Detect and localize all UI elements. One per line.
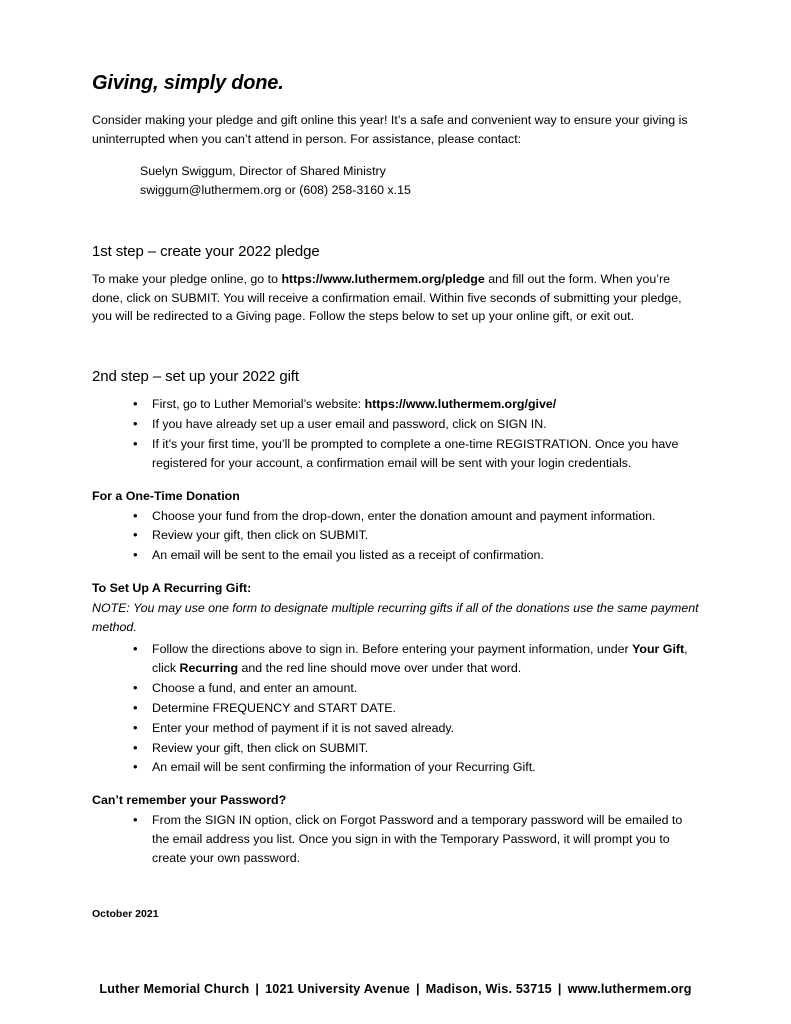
- step1-paragraph: [92, 270, 699, 327]
- list-item: • Review your gift, then click on SUBMIT.: [152, 526, 699, 545]
- bullet-text: Follow the directions above to sign in. Before entering your payment information, under: [152, 642, 633, 657]
- step1-text-after-link: and fill out the form. When you’re done, click on SUBMIT. You will receive a confirmation email. Within five seconds of submitting your pledge, you will be redirected to a Giving page. Follow the steps below to set up your online gift, or exit out.: [92, 271, 682, 324]
- page-footer: [0, 982, 791, 996]
- password-bullet-list: [92, 811, 699, 868]
- list-item: • Choose your fund from the drop-down, enter the donation amount and payment information.: [152, 507, 699, 526]
- contact-name-role: Suelyn Swiggum, Director of Shared Ministry: [140, 164, 386, 179]
- footer-address: 1021 University Avenue: [265, 982, 410, 996]
- list-item: [152, 640, 699, 678]
- bullet-text: If it’s your first time, you’ll be prompted to complete a one-time REGISTRATION. Once you have registered for your account, a confirmation email will be sent with your login credentials.: [152, 436, 679, 470]
- list-item: • Enter your method of payment if it is not saved already.: [152, 719, 699, 738]
- recurring-emphasis: Recurring: [179, 661, 239, 676]
- footer-church-name: Luther Memorial Church: [99, 982, 250, 996]
- document-date: October 2021: [92, 907, 159, 920]
- list-item: • Choose a fund, and enter an amount.: [152, 679, 699, 698]
- footer-city-state-zip: Madison, Wis. 53715: [425, 982, 552, 996]
- password-heading: Can’t remember your Password?: [92, 793, 287, 808]
- contact-email-phone: swiggum@luthermem.org or (608) 258-3160 x.15: [140, 183, 411, 198]
- recurring-gift-heading: To Set Up A Recurring Gift:: [92, 581, 252, 596]
- footer-separator-1: |: [255, 982, 260, 996]
- recurring-note: NOTE: You may use one form to designate multiple recurring gifts if all of the donations use the same payment method.: [92, 601, 699, 634]
- pledge-link[interactable]: https://www.luthermem.org/pledge: [281, 271, 485, 286]
- step2-heading: 2nd step – set up your 2022 gift: [92, 368, 299, 386]
- page-title: Giving, simply done.: [92, 72, 284, 94]
- list-item: [152, 395, 699, 414]
- list-item: • From the SIGN IN option, click on Forgot Password and a temporary password will be emailed to the email address you list. Once you sign in with the Temporary Password, it will prompt you to create your own password.: [152, 811, 699, 868]
- step1-text-before-link: To make your pledge online, go to: [92, 271, 282, 286]
- contact-block: [140, 162, 699, 200]
- give-link[interactable]: https://www.luthermem.org/give/: [364, 397, 557, 412]
- bullet-text-mid: , click: [152, 642, 688, 676]
- footer-separator-3: |: [557, 982, 562, 996]
- list-item: [152, 435, 699, 473]
- bullet-text: If you have already set up a user email and password, click on SIGN IN.: [152, 417, 547, 432]
- list-item: • An email will be sent confirming the information of your Recurring Gift.: [152, 758, 699, 777]
- one-time-donation-heading: For a One-Time Donation: [92, 488, 240, 503]
- bullet-text-post: and the red line should move over under that word.: [238, 661, 522, 676]
- list-item: [152, 415, 699, 434]
- bullet-text: First, go to Luther Memorial’s website:: [152, 397, 365, 412]
- list-item: • Review your gift, then click on SUBMIT.: [152, 739, 699, 758]
- one-time-bullet-list: [92, 507, 699, 566]
- recurring-bullet-list: [92, 640, 699, 777]
- footer-separator-2: |: [415, 982, 420, 996]
- intro-paragraph: Consider making your pledge and gift online this year! It’s a safe and convenient way to ensure your giving is uninterrupted when you can’t attend in person. For assistance, please contact:: [92, 113, 688, 146]
- list-item: • Determine FREQUENCY and START DATE.: [152, 699, 699, 718]
- your-gift-emphasis: Your Gift: [632, 642, 685, 657]
- step2-bullet-list: [92, 395, 699, 472]
- step1-heading: 1st step – create your 2022 pledge: [92, 242, 320, 260]
- footer-website-link[interactable]: www.luthermem.org: [567, 982, 692, 996]
- list-item: • An email will be sent to the email you listed as a receipt of confirmation.: [152, 546, 699, 565]
